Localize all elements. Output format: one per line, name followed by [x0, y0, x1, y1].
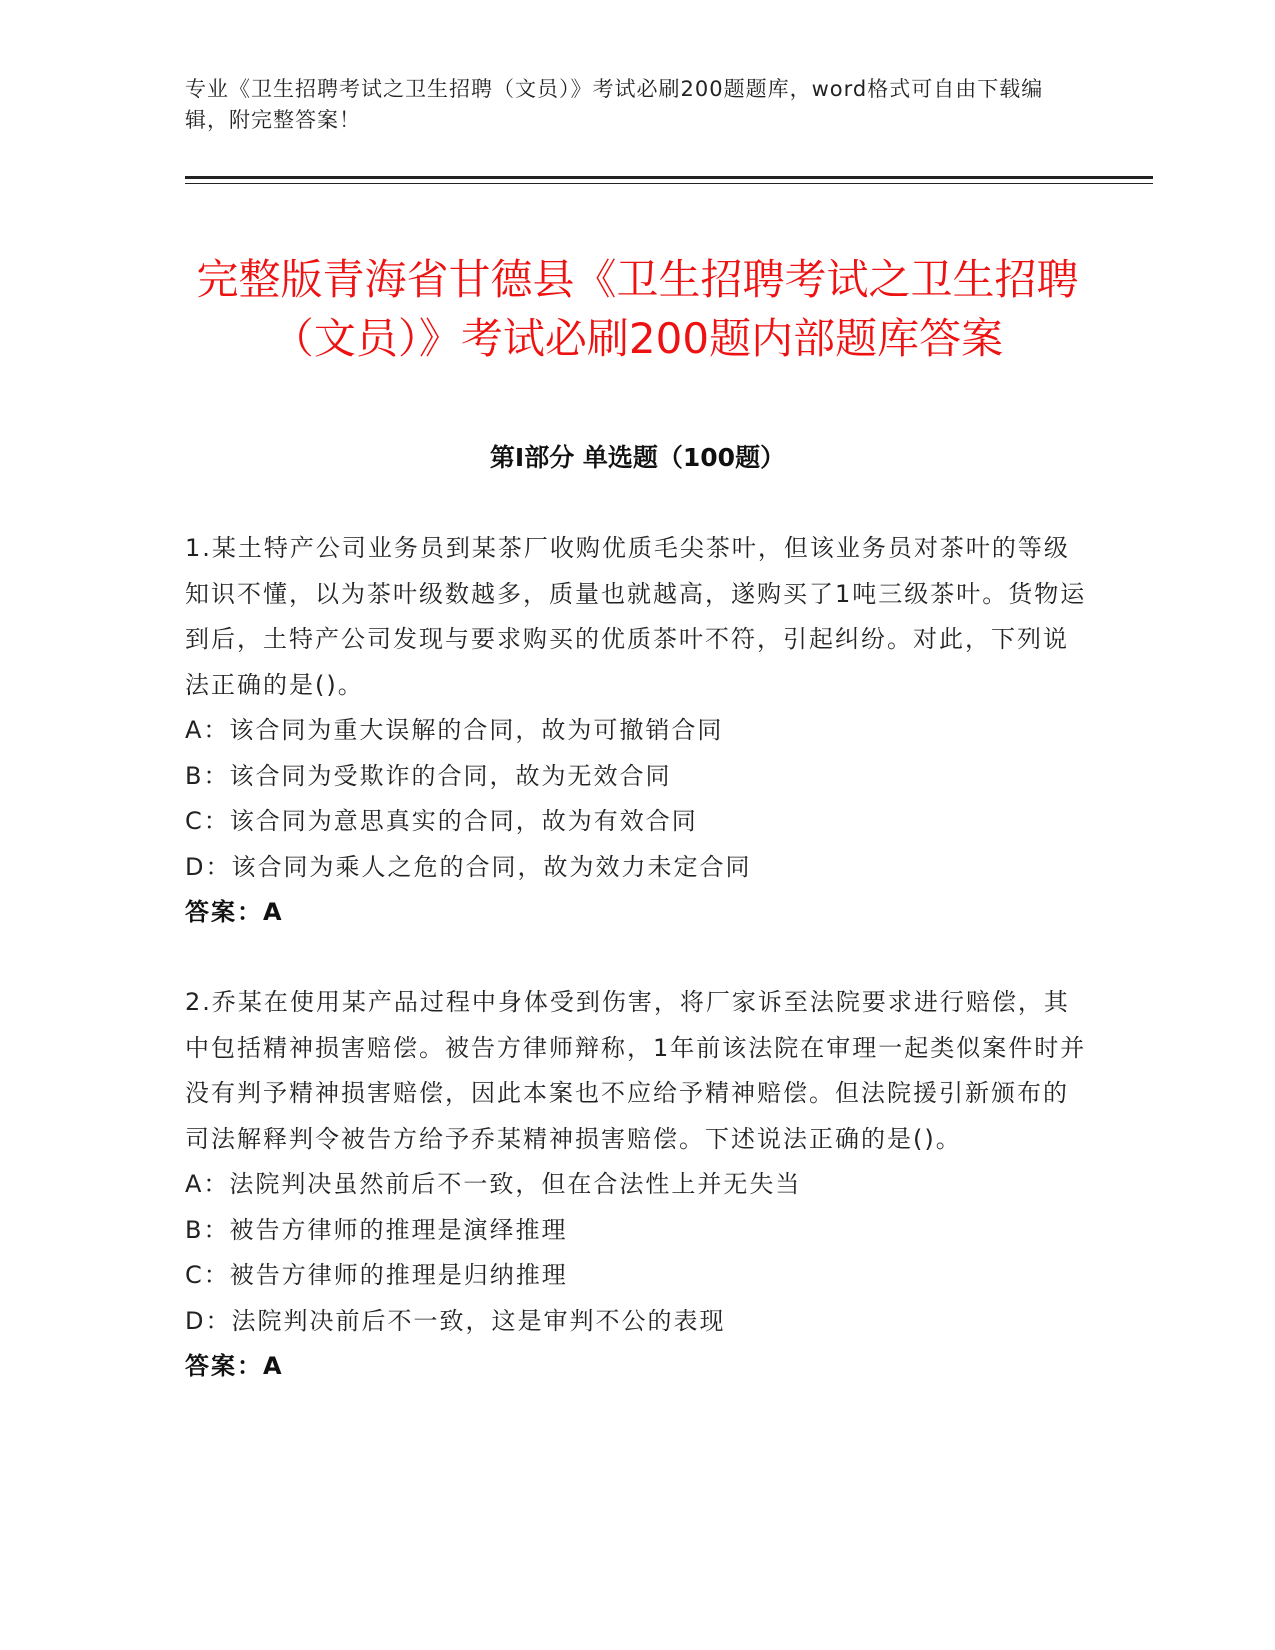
question-1	[185, 526, 1090, 936]
option-a: A：法院判决虽然前后不一致，但在合法性上并无失当	[185, 1170, 802, 1198]
header-divider-thick	[185, 176, 1153, 179]
header-note: 专业《卫生招聘考试之卫生招聘（文员）》考试必刷200题题库，word格式可自由下载编辑，附完整答案！	[185, 77, 1044, 132]
option-b: B：该合同为受欺诈的合同，故为无效合同	[185, 761, 672, 790]
question-stem: 1.某土特产公司业务员到某茶厂收购优质毛尖茶叶，但该业务员对茶叶的等级知识不懂，以为茶叶级数越多，质量也就越高，遂购买了1吨三级茶叶。货物运到后，土特产公司发现与要求购买的优质茶叶不符，引起纠纷。对此，下列说法正确的是()。	[185, 534, 1087, 699]
option-c: C：被告方律师的推理是归纳推理	[185, 1261, 568, 1289]
question-stem: 2.乔某在使用某产品过程中身体受到伤害，将厂家诉至法院要求进行赔偿，其中包括精神损害赔偿。被告方律师辩称，1年前该法院在审理一起类似案件时并没有判予精神损害赔偿，因此本案也不应给予精神赔偿。但法院援引新颁布的司法解释判令被告方给予乔某精神损害赔偿。下述说法正确的是()。	[185, 988, 1087, 1153]
option-d: D：该合同为乘人之危的合同，故为效力未定合同	[185, 852, 752, 881]
header-divider-thin	[185, 183, 1153, 184]
section-title: 第I部分 单选题（100题）	[489, 443, 786, 472]
question-2	[185, 980, 1090, 1390]
option-c: C：该合同为意思真实的合同，故为有效合同	[185, 807, 698, 835]
document-title: 完整版青海省甘德县《卫生招聘考试之卫生招聘（文员）》考试必刷200题内部题库答案	[196, 255, 1079, 364]
option-a: A：该合同为重大误解的合同，故为可撤销合同	[185, 716, 724, 744]
option-d: D：法院判决前后不一致，这是审判不公的表现	[185, 1306, 726, 1335]
option-b: B：被告方律师的推理是演绎推理	[185, 1215, 568, 1244]
answer-line: 答案：A	[185, 1352, 284, 1380]
answer-line: 答案：A	[185, 898, 284, 926]
